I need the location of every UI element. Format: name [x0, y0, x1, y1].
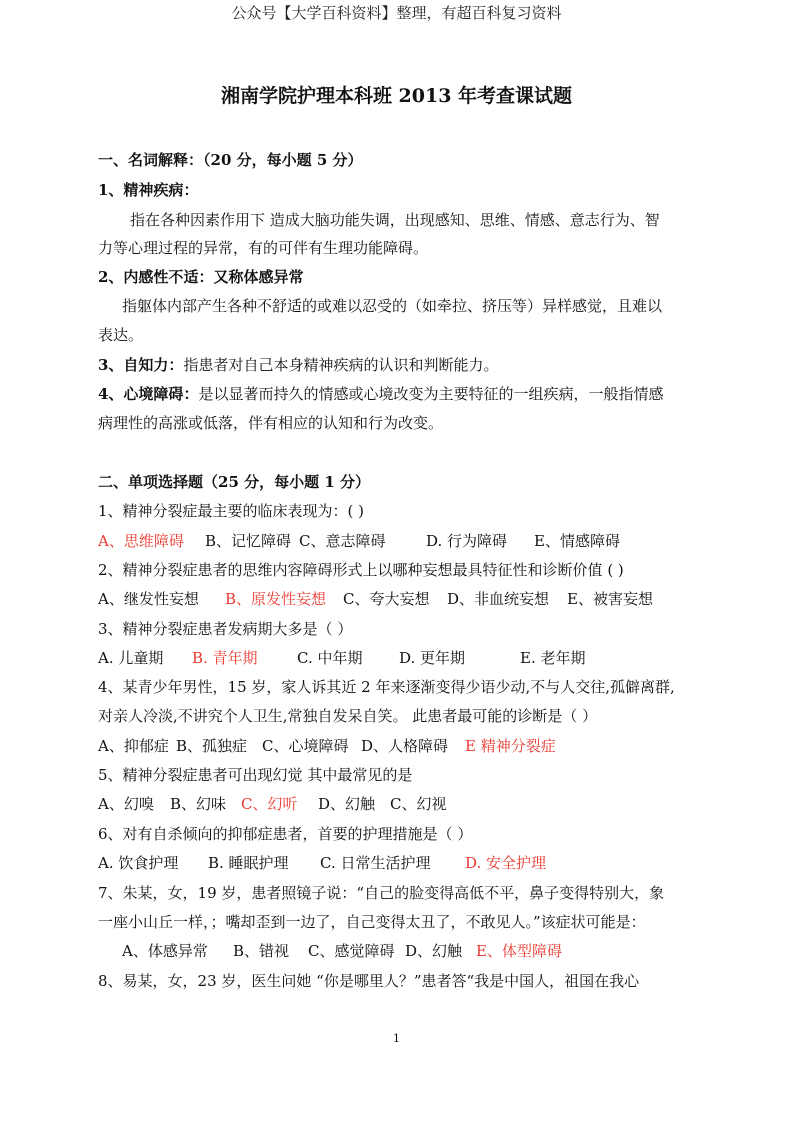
question-2: 2、精神分裂症患者的思维内容障碍形式上以哪种妄想最具特征性和诊断价值 ( ) — [98, 561, 624, 579]
q3-option-c: C. 中年期 — [297, 649, 363, 667]
question-7-line2: 一座小山丘一样，；嘴却歪到一边了，自己变得太丑了，不敢见人。”该症状可能是： — [98, 913, 646, 931]
term3-title: 3、自知力： — [98, 356, 184, 374]
term4 — [98, 384, 663, 404]
q4-option-e: E 精神分裂症 — [465, 737, 556, 755]
question-6: 6、对有自杀倾向的抑郁症患者，首要的护理措施是（ ） — [98, 825, 473, 843]
q4-option-c: C、心境障碍 — [262, 737, 349, 755]
q3-option-a: A. 儿童期 — [98, 649, 164, 667]
q7-option-e: E、体型障碍 — [476, 942, 562, 960]
q6-option-b: B. 睡眠护理 — [208, 854, 289, 872]
page-number: 1 — [393, 1032, 400, 1045]
page-header: 公众号【大学百科资料】整理，有超百科复习资料 — [231, 4, 562, 22]
q4-option-b: B、孤独症 — [176, 737, 248, 755]
question-1: 1、精神分裂症最主要的临床表现为：( ) — [98, 502, 365, 520]
q1-option-e: E、情感障碍 — [534, 532, 620, 550]
term2-def-line2: 表达。 — [98, 326, 144, 344]
q5-option-c: C、幻听 — [241, 795, 298, 813]
q5-option-b: B、幻味 — [170, 795, 227, 813]
q3-option-d: D. 更年期 — [399, 649, 466, 667]
q2-option-b: B、原发性妄想 — [225, 590, 327, 608]
q1-option-a: A、思维障碍 — [98, 532, 184, 550]
question-8-line1: 8、易某，女，23 岁，医生问她 “你是哪里人？”患者答“我是中国人，祖国在我心 — [98, 972, 640, 990]
q6-option-a: A. 饮食护理 — [98, 854, 179, 872]
q1-option-d: D. 行为障碍 — [426, 532, 508, 550]
question-4-line1: 4、某青少年男性，15 岁，家人诉其近 2 年来逐渐变得少语少动,不与人交往,孤僻离群, — [98, 678, 675, 696]
page-title: 湘南学院护理本科班 2013 年考查课试题 — [220, 85, 573, 107]
term3 — [98, 355, 498, 375]
q2-option-d: D、非血统妄想 — [447, 590, 550, 608]
section2-heading: 二、单项选择题（25 分，每小题 1 分） — [98, 473, 370, 491]
q1-option-c: C、意志障碍 — [299, 532, 386, 550]
q2-option-e: E、被害妄想 — [567, 590, 653, 608]
question-1-options — [98, 531, 620, 551]
q7-option-b: B、错视 — [233, 942, 290, 960]
question-4-line2: 对亲人冷淡,不讲究个人卫生,常独自发呆自笑。 此患者最可能的诊断是（ ） — [98, 707, 598, 725]
q3-option-b: B. 青年期 — [192, 649, 258, 667]
term1-def-line1: 指在各种因素作用下 造成大脑功能失调，出现感知、思维、情感、意志行为、智 — [130, 211, 660, 229]
q2-option-a: A、继发性妄想 — [98, 590, 199, 608]
term2-title: 2、内感性不适：又称体感异常 — [98, 268, 304, 286]
term1-title: 1、精神疾病： — [98, 181, 199, 199]
q4-option-a: A、抑郁症 — [98, 737, 169, 755]
question-5-options — [98, 794, 446, 814]
question-7-line1: 7、朱某，女，19 岁，患者照镜子说：“自己的脸变得高低不平，鼻子变得特别大，象 — [98, 884, 665, 902]
q7-option-a: A、体感异常 — [122, 942, 208, 960]
q7-option-c: C、感觉障碍 — [308, 942, 395, 960]
term4-def-line2: 病理性的高涨或低落，伴有相应的认知和行为改变。 — [98, 414, 444, 432]
q5-option-e: C、幻视 — [390, 795, 447, 813]
term3-def: 指患者对自己本身精神疾病的认识和判断能力。 — [183, 356, 499, 374]
question-6-options — [98, 853, 546, 873]
q7-option-d: D、幻触 — [405, 942, 463, 960]
term4-title: 4、心境障碍： — [98, 385, 199, 403]
question-2-options — [98, 589, 653, 609]
term4-def: 是以显著而持久的情感或心境改变为主要特征的一组疾病，一般指情感 — [198, 385, 664, 403]
question-5: 5、精神分裂症患者可出现幻觉 其中最常见的是 — [98, 766, 413, 784]
q6-option-d: D. 安全护理 — [465, 854, 547, 872]
q6-option-c: C. 日常生活护理 — [320, 854, 431, 872]
question-3-options — [98, 648, 586, 668]
q2-option-c: C、夸大妄想 — [343, 590, 430, 608]
question-3: 3、精神分裂症患者发病期大多是（ ） — [98, 620, 353, 638]
q5-option-d: D、幻触 — [318, 795, 376, 813]
question-7-options — [122, 941, 562, 961]
section1-heading: 一、名词解释：（20 分，每小题 5 分） — [98, 151, 363, 169]
term2-def-line1: 指躯体内部产生各种不舒适的或难以忍受的（如牵拉、挤压等）异样感觉，且难以 — [122, 297, 663, 315]
q4-option-d: D、人格障碍 — [361, 737, 449, 755]
q1-option-b: B、记忆障碍 — [205, 532, 292, 550]
q3-option-e: E. 老年期 — [520, 649, 586, 667]
term1-def-line2: 力等心理过程的异常，有的可伴有生理功能障碍。 — [98, 239, 429, 257]
q5-option-a: A、幻嗅 — [98, 795, 154, 813]
question-4-options — [98, 736, 556, 756]
